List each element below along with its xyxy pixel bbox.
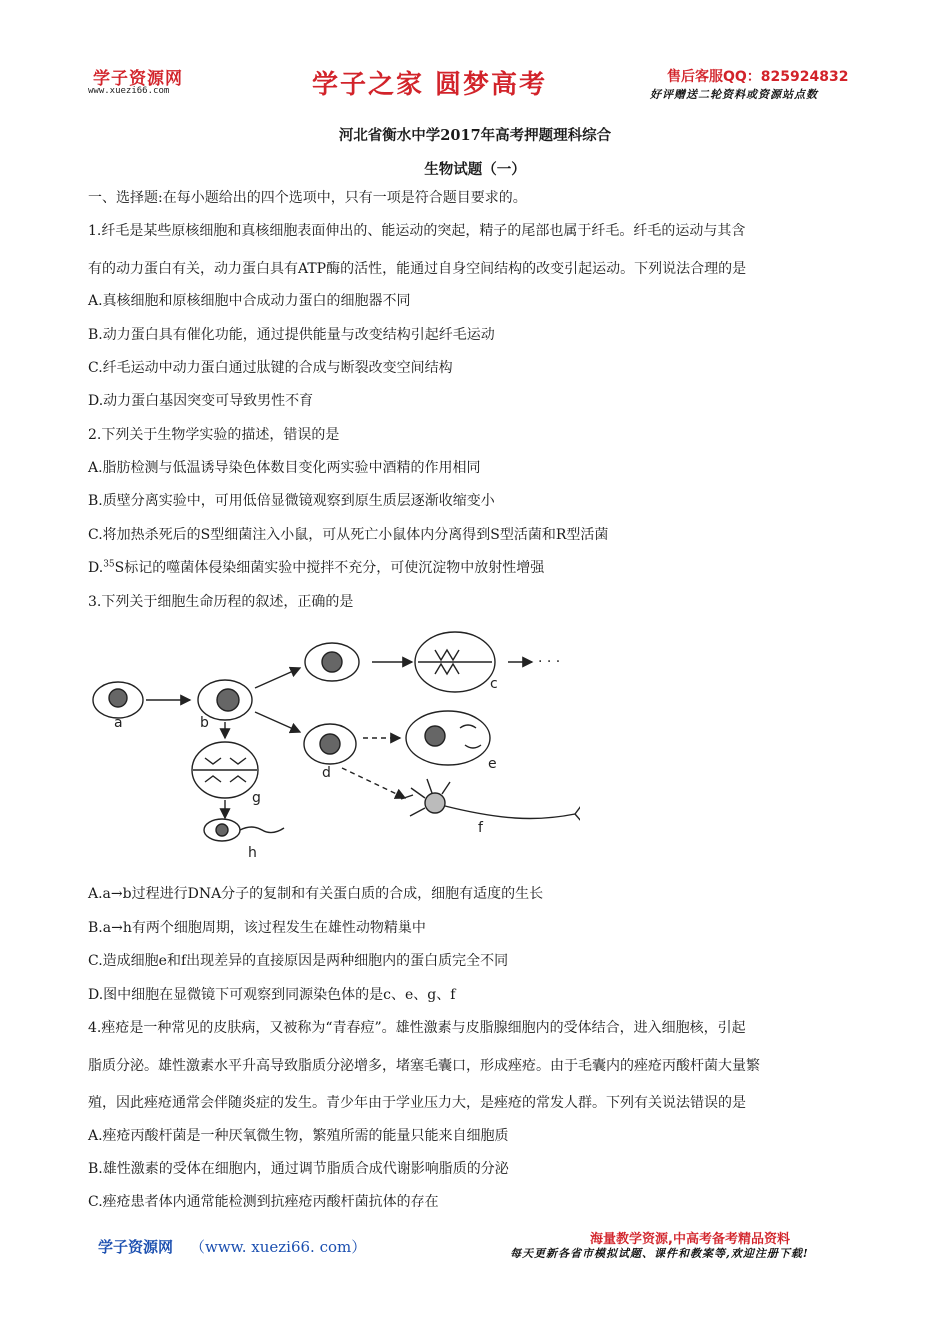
cell-f bbox=[401, 779, 580, 821]
ellipsis-label: · · · bbox=[538, 654, 561, 670]
label-c: c bbox=[490, 676, 498, 692]
q2-option-c: C.将加热杀死后的S型细菌注入小鼠，可从死亡小鼠体内分离得到S型活菌和R型活菌 bbox=[88, 527, 609, 543]
label-b: b bbox=[200, 715, 209, 731]
q3-option-d: D.图中细胞在显微镜下可观察到同源染色体的是c、e、g、f bbox=[88, 987, 456, 1003]
q4-option-b: B.雄性激素的受体在细胞内，通过调节脂质合成代谢影响脂质的分泌 bbox=[88, 1161, 509, 1177]
footer-url[interactable]: （www. xuezi66. com） bbox=[190, 1238, 367, 1256]
section-heading: 一、选择题:在每小题给出的四个选项中，只有一项是符合题目要求的。 bbox=[88, 190, 527, 206]
q4-option-c: C.痤疮患者体内通常能检测到抗痤疮丙酸杆菌抗体的存在 bbox=[88, 1194, 439, 1210]
document-title: 河北省衡水中学2017年高考押题理科综合 bbox=[338, 127, 612, 144]
footer-red-text: 海量教学资源,中高考备考精品资料 bbox=[590, 1232, 790, 1247]
footer-logo[interactable]: 学子资源网 bbox=[98, 1238, 174, 1256]
q3-option-c: C.造成细胞e和f出现差异的直接原因是两种细胞内的蛋白质完全不同 bbox=[88, 953, 509, 969]
q4-stem-line2: 脂质分泌。雄性激素水平升高导致脂质分泌增多，堵塞毛囊口，形成痤疮。由于毛囊内的痤疮丙酸杆菌大量繁 bbox=[88, 1058, 760, 1074]
q3-option-a: A.a→b过程进行DNA分子的复制和有关蛋白质的合成，细胞有适度的生长 bbox=[88, 886, 544, 902]
q1-option-d: D.动力蛋白基因突变可导致男性不育 bbox=[88, 393, 314, 409]
q2-stem: 2.下列关于生物学实验的描述，错误的是 bbox=[88, 427, 340, 443]
document-subtitle: 生物试题（一） bbox=[424, 161, 526, 178]
q4-stem-line1: 4.痤疮是一种常见的皮肤病，又被称为“青春痘”。雄性激素与皮脂腺细胞内的受体结合，进入细胞核，引起 bbox=[88, 1020, 746, 1036]
q2-option-d-prefix: D. bbox=[88, 560, 104, 576]
header-logo-url[interactable]: www.xuezi66.com bbox=[88, 86, 170, 96]
q4-option-a: A.痤疮丙酸杆菌是一种厌氧微生物，繁殖所需的能量只能来自细胞质 bbox=[88, 1128, 509, 1144]
label-g: g bbox=[252, 790, 261, 806]
label-e: e bbox=[488, 756, 497, 772]
label-d: d bbox=[322, 765, 331, 781]
q1-option-c: C.纤毛运动中动力蛋白通过肽键的合成与断裂改变空间结构 bbox=[88, 360, 453, 376]
q3-option-b: B.a→h有两个细胞周期，该过程发生在雄性动物精巢中 bbox=[88, 920, 426, 936]
header bbox=[0, 0, 950, 110]
q2-option-d-text: S标记的噬菌体侵染细菌实验中搅拌不充分，可使沉淀物中放射性增强 bbox=[114, 560, 545, 576]
header-slogan: 学子之家 圆梦高考 bbox=[312, 70, 548, 100]
label-h: h bbox=[248, 845, 257, 861]
q2-option-d bbox=[88, 557, 544, 577]
q2-option-d-superscript: 35 bbox=[103, 559, 115, 570]
cell-life-cycle-figure bbox=[80, 620, 580, 865]
q1-option-a: A.真核细胞和原核细胞中合成动力蛋白的细胞器不同 bbox=[88, 293, 411, 309]
cell-e bbox=[406, 711, 490, 765]
header-note: 好评赠送二轮资料或资源站点数 bbox=[650, 88, 818, 101]
header-logo[interactable]: 学子资源网 bbox=[93, 69, 183, 89]
q4-stem-line3: 殖，因此痤疮通常会伴随炎症的发生。青少年由于学业压力大，是痤疮的常发人群。下列有关说法错误的是 bbox=[88, 1095, 746, 1111]
header-qq: 售后客服QQ：825924832 bbox=[667, 69, 849, 85]
q1-stem-line1: 1.纤毛是某些原核细胞和真核细胞表面伸出的、能运动的突起，精子的尾部也属于纤毛。纤毛的运动与其含 bbox=[88, 223, 746, 239]
footer-note: 每天更新各省市模拟试题、课件和教案等,欢迎注册下载! bbox=[510, 1247, 809, 1260]
q3-stem: 3.下列关于细胞生命历程的叙述，正确的是 bbox=[88, 594, 354, 610]
cell-h bbox=[204, 819, 284, 841]
label-f: f bbox=[478, 820, 483, 836]
q1-stem-line2: 有的动力蛋白有关，动力蛋白具有ATP酶的活性，能通过自身空间结构的改变引起运动。下列说法合理的是 bbox=[88, 261, 747, 277]
q2-option-a: A.脂肪检测与低温诱导染色体数目变化两实验中酒精的作用相同 bbox=[88, 460, 481, 476]
label-a: a bbox=[114, 715, 123, 731]
q1-option-b: B.动力蛋白具有催化功能，通过提供能量与改变结构引起纤毛运动 bbox=[88, 327, 495, 343]
q2-option-b: B.质壁分离实验中，可用低倍显微镜观察到原生质层逐渐收缩变小 bbox=[88, 493, 495, 509]
